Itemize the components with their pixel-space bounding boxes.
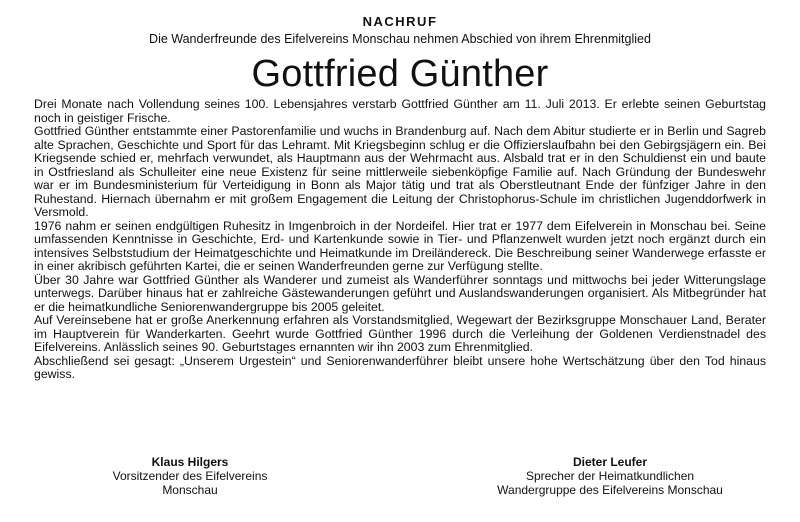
signatory-left xyxy=(20,455,360,497)
obituary-body xyxy=(34,98,766,382)
deceased-name: Gottfried Günther xyxy=(251,53,549,95)
body-paragraph: Über 30 Jahre war Gottfried Günther als Wanderer und zumeist als Wanderführer sonntags und mittwochs bei jeder Witterungslage unterwegs. Darüber hinaus hat er zahlreiche Gästewanderungen geführt und Auslandswanderungen organisiert. Als Mitbegründer hat er die heimatkundliche Seniorenwandergruppe bis 2005 geleitet. xyxy=(34,272,766,314)
signatory-role: Monschau xyxy=(162,483,218,497)
signatory-name: Dieter Leufer xyxy=(572,455,648,469)
notice-heading: NACHRUF xyxy=(362,14,438,29)
signature-block xyxy=(0,455,800,497)
body-paragraph: 1976 nahm er seinen endgültigen Ruhesitz in Imgenbroich in der Nordeifel. Hier trat er 1977 dem Eifelverein in Monschau bei. Seine umfassenden Kenntnisse in Geschichte, Erd- und Kartenkunde sowie in Tier- und Pflanzenwelt wurden jetzt noch ergänzt durch ein intensives Selbststudium der Heimatgeschichte und Heimatkunde im Dreiländereck. Die Beschreibung seiner Wanderwege erfasste er in einer akribisch geführten Kartei, die er seinen Wanderfreunden gerne zur Verfügung stellte. xyxy=(34,218,766,273)
body-paragraph: Drei Monate nach Vollendung seines 100. Lebensjahres verstarb Gottfried Günther am 11. Juli 2013. Er erlebte seinen Geburtstag noch in geistiger Frische. xyxy=(34,97,766,125)
body-paragraph: Auf Vereinsebene hat er große Anerkennung erfahren als Vorstandsmitglied, Wegewart der Bezirksgruppe Monschauer Land, Berater im Hauptverein für Wanderkarten. Geehrt wurde Gottfried Günther 1996 durch die Verleihung der Goldenen Verdienstnadel des Eifelvereins. Anlässlich seines 90. Geburtstages ernannten wir ihn 2003 zum Ehrenmitglied. xyxy=(34,313,766,354)
signatory-role: Wandergruppe des Eifelvereins Monschau xyxy=(497,483,723,497)
signatory-role: Vorsitzender des Eifelvereins xyxy=(112,469,268,483)
signatory-right xyxy=(440,455,780,497)
body-paragraph: Gottfried Günther entstammte einer Pastorenfamilie und wuchs in Brandenburg auf. Nach dem Abitur studierte er in Berlin und Sagreb alte Sprachen, Geschichte und Sport für das Lehramt. Mit Kriegsbeginn schlug er die Offizierslaufbahn bei den Gebirgsjägern ein. Bei Kriegsende schied er, mehrfach verwundet, als Hauptmann aus der Wehrmacht aus. Alsbald trat er in den Schuldienst ein und baute in Ostfriesland als Schulleiter eine neue Existenz für seine mittlerweile siebenköpfige Familie auf. Nach Gründung der Bundeswehr war er im Bundesministerium für Verteidigung in Bonn als Major tätig und trat als Oberstleutnant Ende der fünfziger Jahre in den Ruhestand. Hiernach übernahm er mit großem Engagement die Leitung der Christophorus-Schule im christlichen Jugenddorfwerk in Versmold. xyxy=(34,124,766,219)
signatory-role: Sprecher der Heimatkundlichen xyxy=(525,469,695,483)
body-paragraph: Abschließend sei gesagt: „Unserem Urgestein“ und Seniorenwanderführer bleibt unsere hohe Wertschätzung über den Tod hinaus gewiss. xyxy=(34,353,766,381)
signatory-name: Klaus Hilgers xyxy=(151,455,229,469)
intro-line: Die Wanderfreunde des Eifelvereins Monschau nehmen Abschied von ihrem Ehrenmitglied xyxy=(149,32,651,46)
